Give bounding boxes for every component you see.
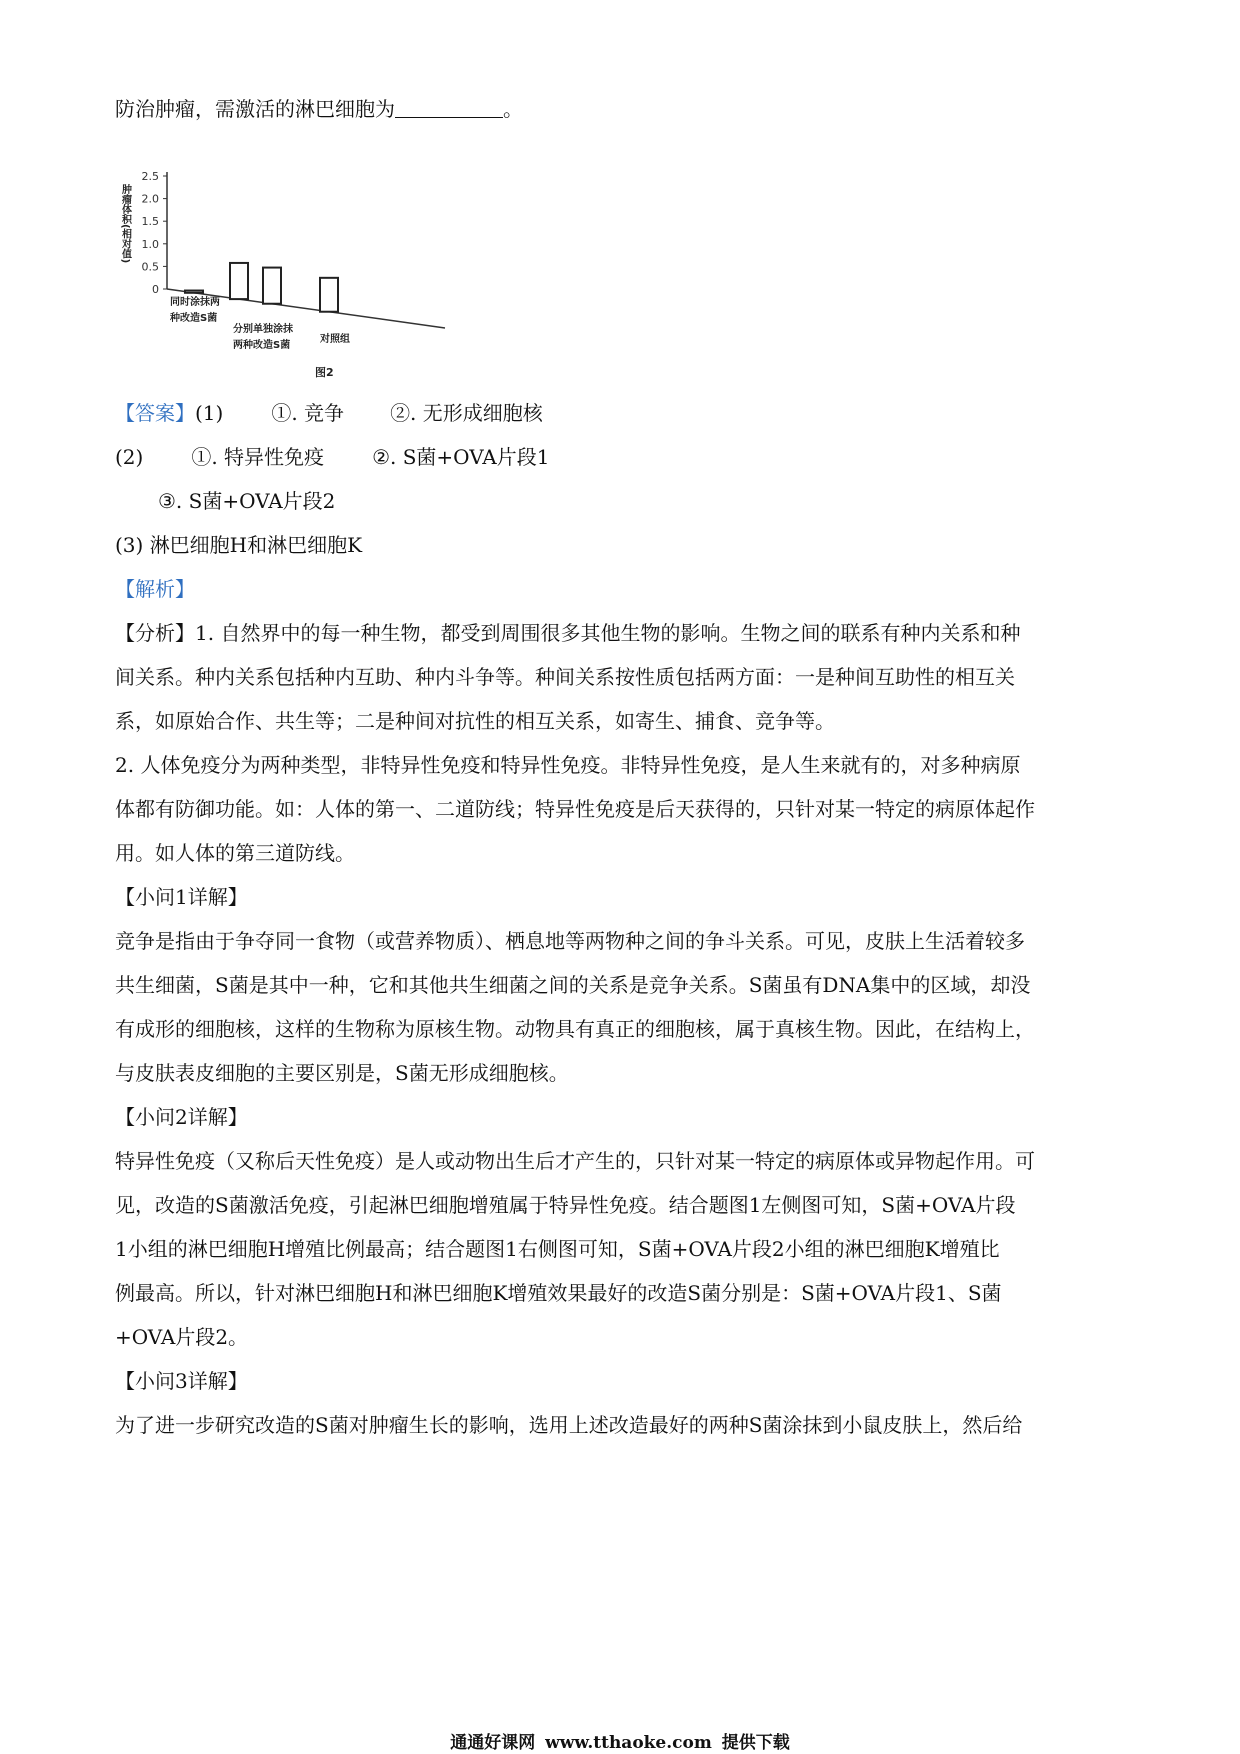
q1-detail-title: 【小问1详解】 <box>115 885 248 909</box>
q1-detail-line-4: 与皮肤表皮细胞的主要区别是，S菌无形成细胞核。 <box>115 1061 569 1085</box>
q2-detail-line-3: 1小组的淋巴细胞H增殖比例最高；结合题图1右侧图可知，S菌+OVA片段2小组的淋巴细胞K增殖比 <box>115 1237 1000 1261</box>
intro-line <box>115 95 1125 123</box>
analysis-p2-line-3: 用。如人体的第三道防线。 <box>115 841 355 865</box>
footer-url[interactable]: www.tthaoke.com <box>545 1733 712 1753</box>
analysis-p1-line-2: 间关系。种内关系包括种内互助、种内斗争等。种间关系按性质包括两方面：一是种间互助性的相互关 <box>115 665 1015 689</box>
group-label: 对照组 <box>320 334 350 345</box>
tumor-volume-figure <box>115 162 465 422</box>
answer-q3: (3) 淋巴细胞H和淋巴细胞K <box>115 533 363 557</box>
q2-detail-line-1: 特异性免疫（又称后天性免疫）是人或动物出生后才产生的，只针对某一特定的病原体或异物起作用。可 <box>115 1149 1035 1173</box>
y-tick-label: 0.5 <box>141 260 159 274</box>
y-tick-label: 1.5 <box>141 215 159 229</box>
bar <box>320 278 338 312</box>
answer-line-2 <box>115 443 1125 471</box>
footer-note: 提供下载 <box>721 1733 790 1753</box>
y-tick-label: 2.0 <box>141 192 159 206</box>
analysis-p2-line-2: 体都有防御功能。如：人体的第一、二道防线；特异性免疫是后天获得的，只针对某一特定的病原体起作 <box>115 797 1035 821</box>
analysis-p1-line-1: 【分析】1. 自然界中的每一种生物，都受到周围很多其他生物的影响。生物之间的联系有种内关系和种 <box>115 621 1021 645</box>
page-footer <box>0 1728 1240 1753</box>
q1-detail-line-2: 共生细菌，S菌是其中一种，它和其他共生细菌之间的关系是竞争关系。S菌虽有DNA集中的区域，却没 <box>115 973 1031 997</box>
answer-line-4 <box>115 531 1125 559</box>
figure-caption: 图2 <box>315 366 334 379</box>
bar <box>263 268 281 304</box>
y-tick-label: 0 <box>152 283 159 296</box>
intro-prefix: 防治肿瘤，需激活的淋巴细胞为 <box>115 97 395 121</box>
answer-q1-number: (1) <box>195 401 224 425</box>
footer-site: 通通好课网 <box>450 1733 536 1753</box>
y-tick-label: 2.5 <box>141 170 159 183</box>
q2-detail-line-4: 例最高。所以，针对淋巴细胞H和淋巴细胞K增殖效果最好的改造S菌分别是：S菌+OVA片段1、S菌 <box>115 1281 1002 1305</box>
analysis-tag: 【解析】 <box>115 577 195 601</box>
answer-line-3 <box>158 487 1168 515</box>
group-label: 两种改造S菌 <box>233 340 291 351</box>
answer-q1-b: ②. 无形成细胞核 <box>390 401 543 425</box>
answer-q2-b: ②. S菌+OVA片段1 <box>372 445 550 469</box>
answer-line-1 <box>115 399 1125 427</box>
bar <box>185 291 203 293</box>
intro-suffix: 。 <box>503 97 523 121</box>
q3-detail-line-1: 为了进一步研究改造的S菌对肿瘤生长的影响，选用上述改造最好的两种S菌涂抹到小鼠皮肤上，然后给 <box>115 1413 1023 1437</box>
analysis-p1-line-3: 系，如原始合作、共生等；二是种间对抗性的相互关系，如寄生、捕食、竞争等。 <box>115 709 835 733</box>
answer-q1-a: ①. 竞争 <box>271 401 345 425</box>
answer-q2-c: ③. S菌+OVA片段2 <box>158 489 336 513</box>
answer-q2-number: (2) <box>115 445 144 469</box>
answer-tag: 【答案】 <box>115 401 195 425</box>
y-tick-label: 1.0 <box>141 237 159 251</box>
q2-detail-line-5: +OVA片段2。 <box>115 1325 249 1349</box>
q3-detail-title: 【小问3详解】 <box>115 1369 248 1393</box>
q2-detail-line-2: 见，改造的S菌激活免疫，引起淋巴细胞增殖属于特异性免疫。结合题图1左侧图可知，S菌+OVA片段 <box>115 1193 1016 1217</box>
q1-detail-line-3: 有成形的细胞核，这样的生物称为原核生物。动物具有真正的细胞核，属于真核生物。因此，在结构上， <box>115 1017 1035 1041</box>
bar <box>230 263 248 299</box>
q2-detail-title: 【小问2详解】 <box>115 1105 248 1129</box>
q1-detail-line-1: 竞争是指由于争夺同一食物（或营养物质）、栖息地等两物种之间的争斗关系。可见，皮肤上生活着较多 <box>115 929 1025 953</box>
group-label: 同时涂抹两 <box>170 297 220 308</box>
analysis-p2-line-1: 2. 人体免疫分为两种类型，非特异性免疫和特异性免疫。非特异性免疫，是人生来就有的，对多种病原 <box>115 753 1021 777</box>
answer-blank <box>395 95 503 118</box>
y-axis-label: 肿瘤体积(相对值) <box>119 184 131 264</box>
group-label: 种改造S菌 <box>170 313 218 324</box>
answer-q2-a: ①. 特异性免疫 <box>191 445 325 469</box>
group-label: 分别单独涂抹 <box>233 324 293 335</box>
